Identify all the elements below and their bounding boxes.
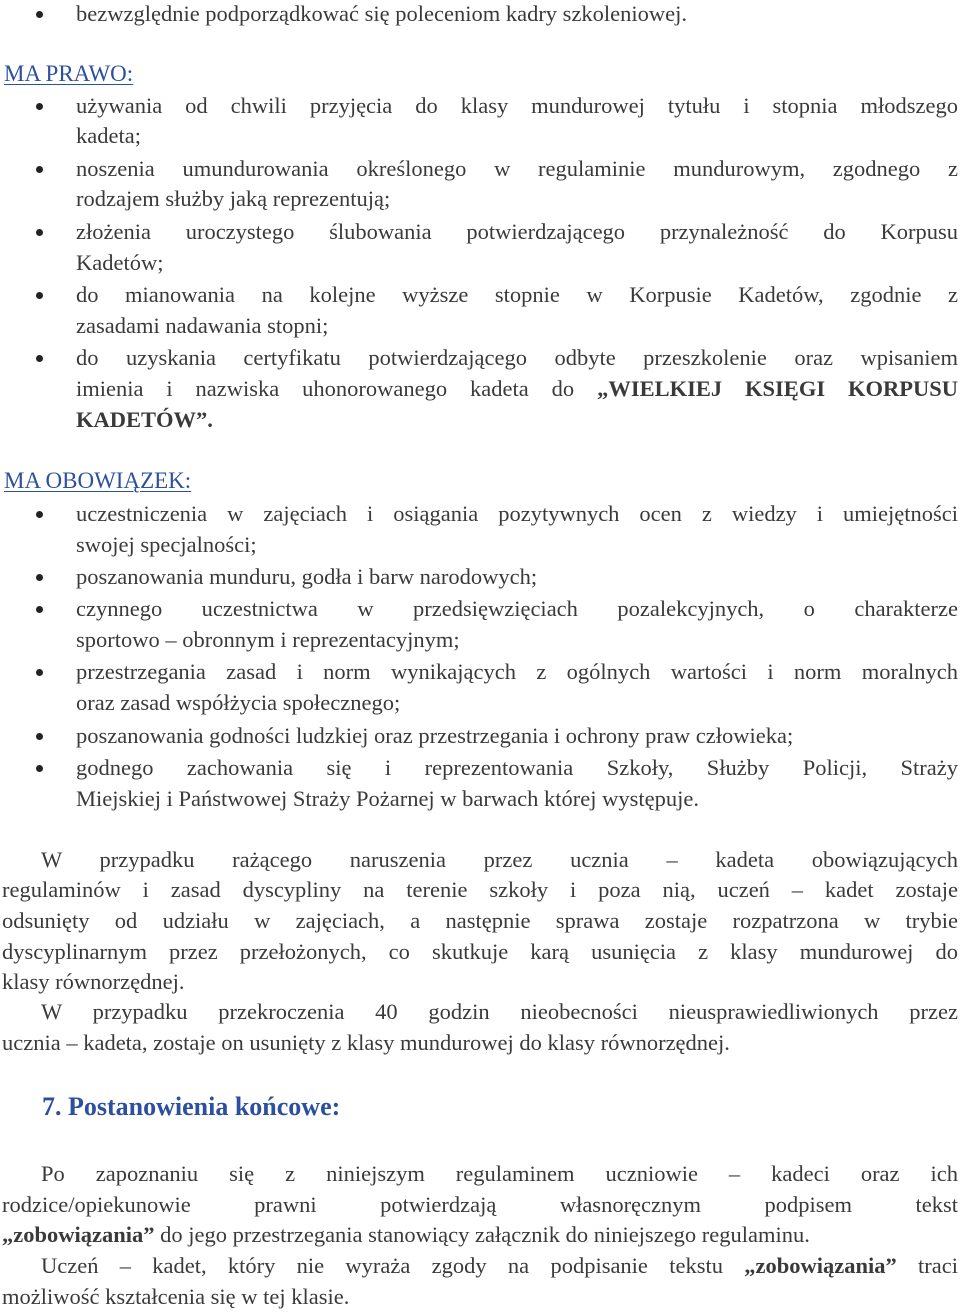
rights-item-5-line-2-text: imienia i nazwiska uhonorowanego kadeta do [76,376,598,401]
rights-item-5-line-3 [76,407,213,433]
para1-line-3: odsunięty od udziału w zajęciach, a następnie sprawa zostaje rozpatrzona w trybie [2,908,958,933]
para4-line-1-start: Uczeń – kadet, który nie wyraża zgody na podpisanie tekstu [41,1253,745,1278]
duties-item-1-line-1: uczestniczenia w zajęciach i osiągania pozytywnych ocen z wiedzy i umiejętności [76,501,958,526]
duties-item-4-line-2: oraz zasad współżycia społecznego; [76,690,401,715]
duties-item-6-line-2: Miejskiej i Państwowej Straży Pożarnej w barwach której występuje. [76,786,699,811]
rights-item-1-line-2: kadeta; [76,123,141,148]
duties-item-2-line-1: poszanowania munduru, godła i barw narodowych; [76,564,538,589]
bullet-icon [36,166,43,173]
section-title: 7. Postanowienia końcowe: [42,1092,341,1121]
para1-line-1: W przypadku rażącego naruszenia przez ucznia – kadeta obowiązujących [41,847,958,872]
duties-item-6-line-1: godnego zachowania się i reprezentowania Szkoły, Służby Policji, Straży [76,755,958,780]
duties-item-3-line-2: sportowo – obronnym i reprezentacyjnym; [76,627,460,652]
bullet-icon [36,574,43,581]
duties-heading: MA OBOWIĄZEK: [4,468,192,493]
rights-item-1-line-1: używania od chwili przyjęcia do klasy mundurowej tytułu i stopnia młodszego [76,93,958,118]
para4-line-2: możliwość kształcenia się w tej klasie. [2,1284,350,1309]
rights-item-3-line-1: złożenia uroczystego ślubowania potwierdzającego przynależność do Korpusu [76,219,958,244]
para3-line-3-text: do jego przestrzegania stanowiący załącznik do niniejszego regulaminu. [154,1222,810,1247]
book-name-end: KADETÓW”. [76,407,213,432]
rights-item-2-line-2: rodzajem służby jaką reprezentują; [76,186,391,211]
rights-item-4-line-1: do mianowania na kolejne wyższe stopnie w Korpusie Kadetów, zgodnie z [76,282,958,307]
bullet-icon [36,292,43,299]
rights-item-4-line-2: zasadami nadawania stopni; [76,313,329,338]
duties-item-1-line-2: swojej specjalności; [76,532,257,557]
book-name-start: „WIELKIEJ KSIĘGI KORPUSU [597,376,958,401]
rights-heading: MA PRAWO: [4,61,134,86]
rights-item-5-line-1: do uzyskania certyfikatu potwierdzającego odbyte przeszkolenie oraz wpisaniem [76,345,958,370]
bullet-icon [36,103,43,110]
obligation-term: „zobowiązania” [2,1222,155,1247]
para3-line-2: rodzice/opiekunowie prawni potwierdzają własnoręcznym podpisem tekst [2,1192,958,1217]
bullet-icon [36,606,43,613]
para3-line-1: Po zapoznaniu się z niniejszym regulaminem uczniowie – kadeci oraz ich [41,1161,958,1186]
duties-item-5-line-1: poszanowania godności ludzkiej oraz przestrzegania i ochrony praw człowieka; [76,723,794,748]
rights-item-5-line-2 [76,376,958,402]
bullet-icon [36,733,43,740]
bullet-icon [36,511,43,518]
para2-line-2: ucznia – kadeta, zostaje on usunięty z klasy mundurowej do klasy równorzędnej. [2,1030,730,1055]
para1-line-2: regulaminów i zasad dyscypliny na terenie szkoły i poza nią, uczeń – kadet zostaje [2,877,958,902]
bullet-icon [36,355,43,362]
rights-item-3-line-2: Kadetów; [76,250,164,275]
duties-item-3-line-1: czynnego uczestnictwa w przedsięwzięciach pozalekcyjnych, o charakterze [76,596,958,621]
bullet-icon [36,669,43,676]
para4-line-1 [41,1253,958,1279]
intro-item: bezwzględnie podporządkować się poleceniom kadry szkoleniowej. [76,1,688,26]
para4-line-1-end: traci [896,1253,958,1278]
obligation-term: „zobowiązania” [744,1253,897,1278]
bullet-icon [36,11,43,18]
bullet-icon [36,229,43,236]
para1-line-5: klasy równorzędnej. [2,969,185,994]
duties-item-4-line-1: przestrzegania zasad i norm wynikających z ogólnych wartości i norm moralnych [76,659,958,684]
para2-line-1: W przypadku przekroczenia 40 godzin nieobecności nieusprawiedliwionych przez [41,999,958,1024]
para3-line-3 [2,1222,810,1248]
para1-line-4: dyscyplinarnym przez przełożonych, co skutkuje karą usunięcia z klasy mundurowej do [2,939,958,964]
rights-item-2-line-1: noszenia umundurowania określonego w regulaminie mundurowym, zgodnego z [76,156,958,181]
bullet-icon [36,765,43,772]
